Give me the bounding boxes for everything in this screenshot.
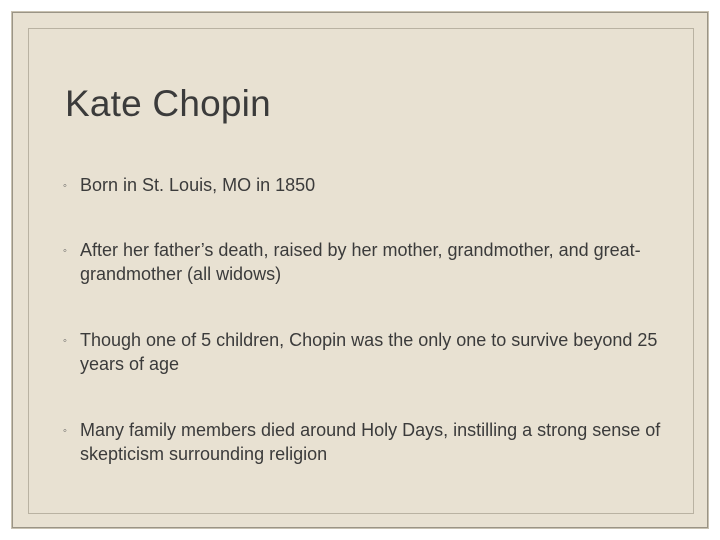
bullet-text: Though one of 5 children, Chopin was the only one to survive beyond 25 years of age bbox=[80, 330, 658, 374]
bullet-marker-icon: ◦ bbox=[63, 180, 67, 192]
bullet-text: After her father’s death, raised by her mother, grandmother, and great-grandmother (all widows) bbox=[80, 240, 641, 284]
slide bbox=[12, 12, 708, 528]
bullet-marker-icon: ◦ bbox=[63, 335, 67, 347]
bullet-list bbox=[13, 13, 707, 527]
bullet-item bbox=[63, 328, 663, 376]
bullet-item bbox=[63, 173, 663, 197]
bullet-marker-icon: ◦ bbox=[63, 425, 67, 437]
bullet-text: Born in St. Louis, MO in 1850 bbox=[80, 175, 316, 195]
bullet-marker-icon: ◦ bbox=[63, 245, 67, 257]
bullet-text: Many family members died around Holy Days, instilling a strong sense of skepticism surrounding religion bbox=[80, 420, 661, 464]
bullet-item bbox=[63, 238, 663, 286]
bullet-item bbox=[63, 418, 663, 466]
slide-title: Kate Chopin bbox=[65, 83, 271, 124]
